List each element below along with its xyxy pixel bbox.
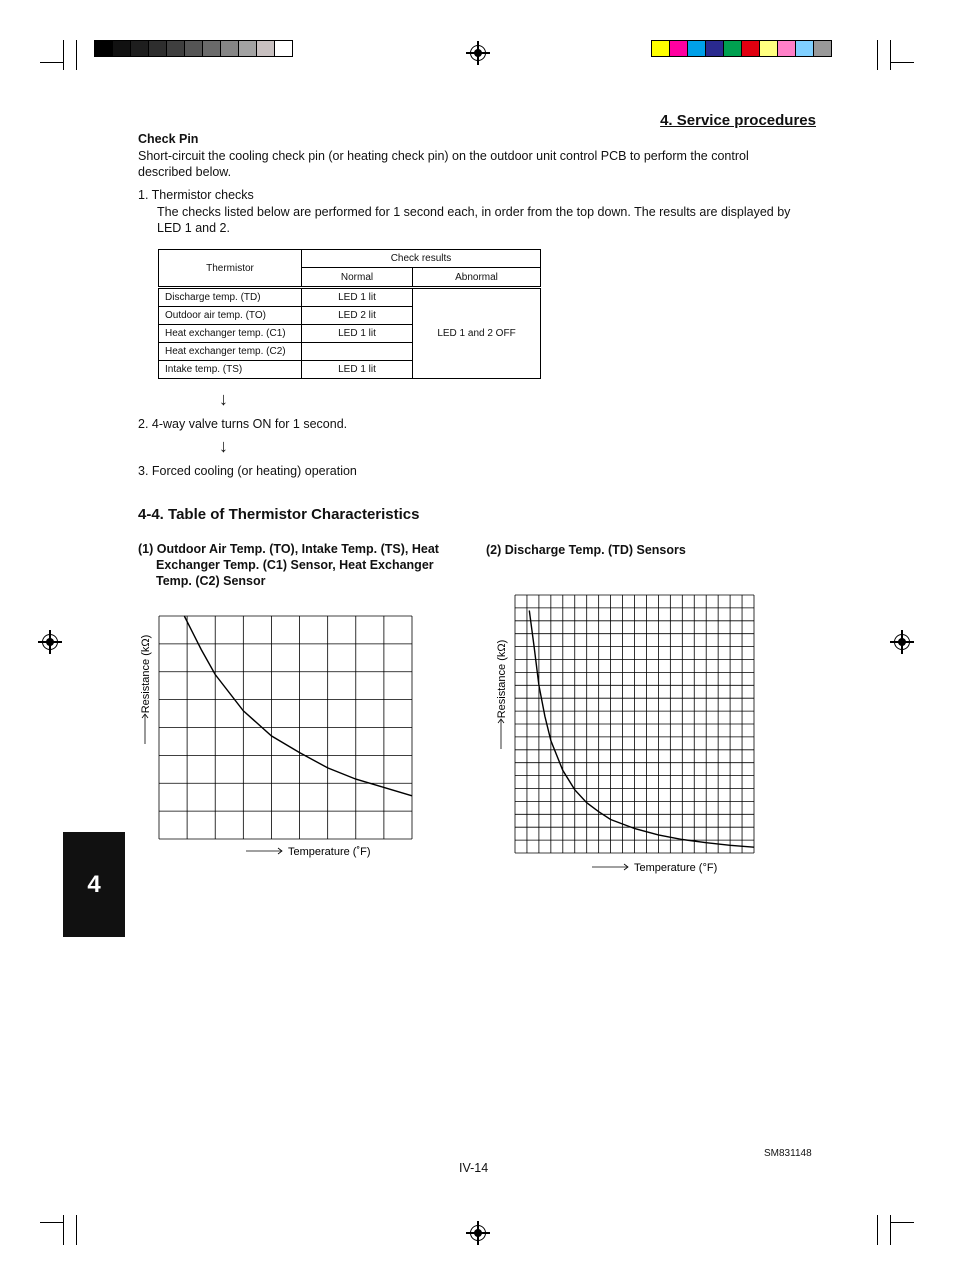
color-swatch: [275, 41, 292, 56]
step-1-text: The checks listed below are performed for 1 second each, in order from the top down. The results are displayed by LED 1 and 2.: [157, 205, 791, 235]
color-swatch: [778, 41, 796, 56]
color-swatch: [131, 41, 149, 56]
down-arrow-icon: ↓: [219, 436, 228, 456]
doc-code: SM831148: [764, 1148, 812, 1159]
table-row: [159, 288, 541, 307]
color-swatch: [221, 41, 239, 56]
registration-mark-icon: [42, 634, 58, 650]
crop-mark: [890, 40, 891, 70]
table-header-check-results: Check results: [302, 250, 541, 268]
series-line: [184, 616, 412, 796]
table-header-normal: Normal: [302, 268, 413, 288]
chart1-caption: [138, 541, 478, 589]
characteristics-title: 4-4. Table of Thermistor Characteristics: [138, 506, 420, 523]
color-swatch: [167, 41, 185, 56]
registration-mark-icon: [470, 45, 486, 61]
color-swatch: [760, 41, 778, 56]
table-cell-normal: LED 1 lit: [302, 361, 413, 379]
chart1-caption-line1: (1) Outdoor Air Temp. (TO), Intake Temp. (TS), Heat: [138, 542, 439, 556]
check-pin-heading: Check Pin: [138, 132, 199, 146]
table-cell-normal: LED 2 lit: [302, 307, 413, 325]
chart-1: [138, 612, 428, 862]
table-header-abnormal: Abnormal: [413, 268, 541, 288]
section-title: 4. Service procedures: [660, 112, 816, 129]
x-axis-label: Temperature (°F): [634, 862, 718, 874]
crop-mark: [76, 1215, 77, 1245]
table-cell-normal: [302, 343, 413, 361]
step-3: 3. Forced cooling (or heating) operation: [138, 464, 357, 478]
color-swatch: [652, 41, 670, 56]
color-swatch: [706, 41, 724, 56]
crop-mark: [890, 1215, 891, 1245]
chart2-caption: (2) Discharge Temp. (TD) Sensors: [486, 543, 686, 557]
crop-mark: [890, 1222, 914, 1223]
gray-color-bar: [94, 40, 293, 57]
down-arrow-icon: ↓: [219, 389, 228, 409]
crop-mark: [40, 1222, 64, 1223]
table-cell-thermistor: Outdoor air temp. (TO): [159, 307, 302, 325]
color-swatch: [113, 41, 131, 56]
table-cell-thermistor: Intake temp. (TS): [159, 361, 302, 379]
crop-mark: [40, 62, 64, 63]
color-swatch: [796, 41, 814, 56]
chart1-caption-line2: Exchanger Temp. (C1) Sensor, Heat Exchanger: [156, 558, 434, 572]
color-swatch: [688, 41, 706, 56]
step-2: 2. 4-way valve turns ON for 1 second.: [138, 417, 348, 431]
table-cell-thermistor: Discharge temp. (TD): [159, 288, 302, 307]
y-axis-label: Resistance (kΩ): [496, 639, 508, 719]
color-swatch: [742, 41, 760, 56]
registration-mark-icon: [470, 1225, 486, 1241]
crop-mark: [877, 40, 878, 70]
table-cell-normal: LED 1 lit: [302, 288, 413, 307]
chart-2: [494, 591, 759, 876]
color-swatch: [95, 41, 113, 56]
y-axis-label: Resistance (kΩ): [140, 634, 152, 714]
crop-mark: [63, 1215, 64, 1245]
table-cell-abnormal: LED 1 and 2 OFF: [413, 288, 541, 379]
check-results-table: [158, 249, 541, 379]
color-swatch: [814, 41, 831, 56]
registration-mark-icon: [894, 634, 910, 650]
crop-mark: [877, 1215, 878, 1245]
table-cell-thermistor: Heat exchanger temp. (C2): [159, 343, 302, 361]
table-cell-normal: LED 1 lit: [302, 325, 413, 343]
color-swatch: [203, 41, 221, 56]
crop-mark: [76, 40, 77, 70]
page-number: IV-14: [459, 1161, 489, 1175]
x-axis-label: Temperature (˚F): [288, 846, 371, 858]
color-swatch: [724, 41, 742, 56]
chapter-tab: 4: [63, 832, 125, 937]
chart1-caption-line3: Temp. (C2) Sensor: [156, 574, 266, 588]
color-swatch: [149, 41, 167, 56]
color-swatch: [257, 41, 275, 56]
table-header-thermistor: Thermistor: [159, 250, 302, 288]
crop-mark: [890, 62, 914, 63]
crop-mark: [63, 40, 64, 70]
color-swatch: [185, 41, 203, 56]
color-swatch: [239, 41, 257, 56]
check-pin-intro: Short-circuit the cooling check pin (or heating check pin) on the outdoor unit control PCB to perform the control described below.: [138, 149, 749, 179]
table-cell-thermistor: Heat exchanger temp. (C1): [159, 325, 302, 343]
color-swatch: [670, 41, 688, 56]
color-bar: [651, 40, 832, 57]
step-1-title: 1. Thermistor checks: [138, 188, 254, 202]
